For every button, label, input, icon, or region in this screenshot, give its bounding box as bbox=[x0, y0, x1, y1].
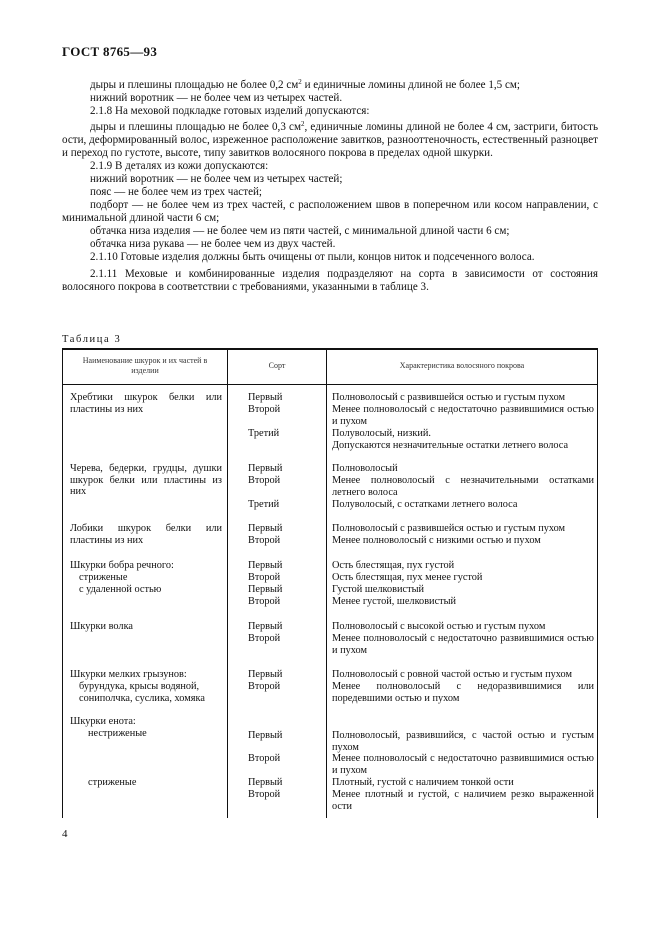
paragraph: 2.1.9 В деталях из кожи допускаются: bbox=[90, 160, 269, 172]
table-cell-name: с удаленной остью bbox=[79, 584, 162, 595]
table-cell-name: Шкурки мелких грызунов: bbox=[70, 669, 187, 680]
table-cell-grade: Второй bbox=[248, 404, 281, 415]
table-cell-grade: Второй bbox=[248, 572, 281, 583]
table-cell-characteristic: Менее полноволосый с недостаточно развившимися остью и пухом bbox=[332, 753, 594, 776]
table-cell-name: бурундука, крысы водяной, сониполчка, суслика, хомяка bbox=[79, 681, 205, 704]
paragraph: нижний воротник — не более чем из четырех частей; bbox=[90, 173, 343, 185]
table-cell-characteristic: Полуволосый, низкий. bbox=[332, 428, 431, 439]
body-text bbox=[62, 76, 598, 294]
table-cell-grade: Первый bbox=[248, 669, 283, 680]
table-3 bbox=[62, 348, 598, 818]
table-cell-grade: Второй bbox=[248, 475, 281, 486]
table-cell-characteristic: Менее полноволосый с недостаточно развившимися остью и пухом bbox=[332, 404, 594, 427]
document-header: ГОСТ 8765—93 bbox=[62, 44, 158, 59]
table-cell-grade: Первый bbox=[248, 392, 283, 403]
table-cell-grade: Второй bbox=[248, 753, 281, 764]
table-cell-grade: Первый bbox=[248, 777, 283, 788]
table-header-name: Наименование шкурок и их частей в изделии bbox=[82, 356, 208, 375]
table-cell-grade: Третий bbox=[248, 428, 280, 439]
table-cell-characteristic: Полноволосый с ровной частой остью и густым пухом bbox=[332, 669, 572, 680]
table-cell-name: Шкурки бобра речного: bbox=[70, 560, 174, 571]
paragraph: нижний воротник — не более чем из четырех частей. bbox=[90, 92, 343, 104]
table-cell-grade: Второй bbox=[248, 633, 281, 644]
paragraph: 2.1.8 На меховой подкладке готовых изделий допускаются: bbox=[90, 105, 370, 117]
table-cell-grade: Первый bbox=[248, 560, 283, 571]
table-cell-grade: Второй bbox=[248, 596, 281, 607]
table-cell-characteristic: Допускаются незначительные остатки летнего волоса bbox=[332, 440, 569, 451]
table-cell-characteristic: Густой шелковистый bbox=[332, 584, 425, 595]
table-cell-characteristic: Ость блестящая, пух менее густой bbox=[332, 572, 483, 583]
table-cell-characteristic: Плотный, густой с наличием тонкой ости bbox=[332, 777, 514, 788]
table-rule-col1 bbox=[227, 348, 228, 818]
table-cell-grade: Первый bbox=[248, 463, 283, 474]
table-cell-characteristic: Полноволосый с развившейся остью и густым пухом bbox=[332, 523, 566, 534]
table-cell-name: Черева, бедерки, грудцы, душки шкурок белки или пластины из них bbox=[70, 463, 222, 498]
paragraph: дыры и плешины площадью не более 0,3 $см^2$, единичные ломины длиной не более 4 см, застриги, битость ости, деформированный волос, изреженное расположение завитков, разнооттеночность, естественный разноцвет и переход по густоте, высоте, типу завитков волосяного покрова в пределах одной шкурки. bbox=[62, 120, 598, 159]
table-cell-grade: Первый bbox=[248, 584, 283, 595]
paragraph: дыры и плешины площадью не более 0,2 $см^2$ и единичные ломины длиной не более 1,5 см; bbox=[90, 78, 520, 91]
table-cell-characteristic: Полноволосый с высокой остью и густым пухом bbox=[332, 621, 546, 632]
table-cell-name: стриженые bbox=[79, 572, 128, 583]
table-cell-characteristic: Менее плотный и густой, с наличием резко выраженной ости bbox=[332, 789, 594, 812]
table-cell-grade: Первый bbox=[248, 523, 283, 534]
table-rule-right bbox=[597, 348, 598, 818]
table-header-characteristic: Характеристика волосяного покрова bbox=[399, 361, 525, 370]
table-rule-left bbox=[62, 348, 63, 818]
page-number: 4 bbox=[62, 828, 68, 840]
table-cell-grade: Второй bbox=[248, 789, 281, 800]
paragraph: обтачка низа изделия — не более чем из пяти частей, с минимальной длиной части 6 см; bbox=[90, 225, 510, 237]
paragraph: пояс — не более чем из трех частей; bbox=[90, 186, 263, 198]
table-cell-name: Шкурки волка bbox=[70, 621, 133, 632]
table-cell-grade: Третий bbox=[248, 499, 280, 510]
table-cell-grade: Первый bbox=[248, 730, 283, 741]
table-caption: Таблица 3 bbox=[62, 334, 122, 345]
table-cell-name: стриженые bbox=[88, 777, 137, 788]
paragraph: 2.1.10 Готовые изделия должны быть очищены от пыли, концов ниток и подсеченного волоса. bbox=[90, 251, 535, 263]
table-cell-characteristic: Полуволосый, с остатками летнего волоса bbox=[332, 499, 518, 510]
table-cell-characteristic: Полноволосый с развившейся остью и густым пухом bbox=[332, 392, 566, 403]
table-cell-characteristic: Полноволосый, развившийся, с частой остью и густым пухом bbox=[332, 730, 594, 753]
paragraph: обтачка низа рукава — не более чем из двух частей. bbox=[90, 238, 336, 250]
table-cell-name: Шкурки енота: bbox=[70, 716, 136, 727]
table-cell-grade: Первый bbox=[248, 621, 283, 632]
table-rule-col2 bbox=[326, 348, 327, 818]
table-header-grade: Сорт bbox=[268, 361, 286, 370]
superscript: 2 bbox=[300, 120, 305, 128]
table-cell-name: Хребтики шкурок белки или пластины из них bbox=[70, 392, 222, 415]
table-cell-characteristic: Менее полноволосый с недостаточно развившимися остью и пухом bbox=[332, 633, 594, 656]
table-cell-characteristic: Менее густой, шелковистый bbox=[332, 596, 457, 607]
table-cell-grade: Второй bbox=[248, 681, 281, 692]
table-cell-name: Лобики шкурок белки или пластины из них bbox=[70, 523, 222, 546]
paragraph: подборт — не более чем из трех частей, с расположением швов в поперечном или косом направлении, с минимальной длиной части 6 см; bbox=[62, 199, 598, 224]
superscript: 2 bbox=[298, 78, 302, 86]
table-cell-characteristic: Менее полноволосый с недоразвившимися или поредевшими остью и пухом bbox=[332, 681, 594, 704]
table-rule-header bbox=[62, 384, 598, 385]
table-cell-grade: Второй bbox=[248, 535, 281, 546]
paragraph: 2.1.11 Меховые и комбинированные изделия подразделяют на сорта в зависимости от состояния волосяного покрова в соответствии с требованиями, указанными в таблице 3. bbox=[62, 268, 598, 293]
table-cell-characteristic: Менее полноволосый с низкими остью и пухом bbox=[332, 535, 541, 546]
table-cell-characteristic: Полноволосый bbox=[332, 463, 398, 474]
table-cell-characteristic: Ость блестящая, пух густой bbox=[332, 560, 455, 571]
table-cell-characteristic: Менее полноволосый с незначительными остатками летнего волоса bbox=[332, 475, 594, 498]
table-cell-name: нестриженые bbox=[88, 728, 147, 739]
